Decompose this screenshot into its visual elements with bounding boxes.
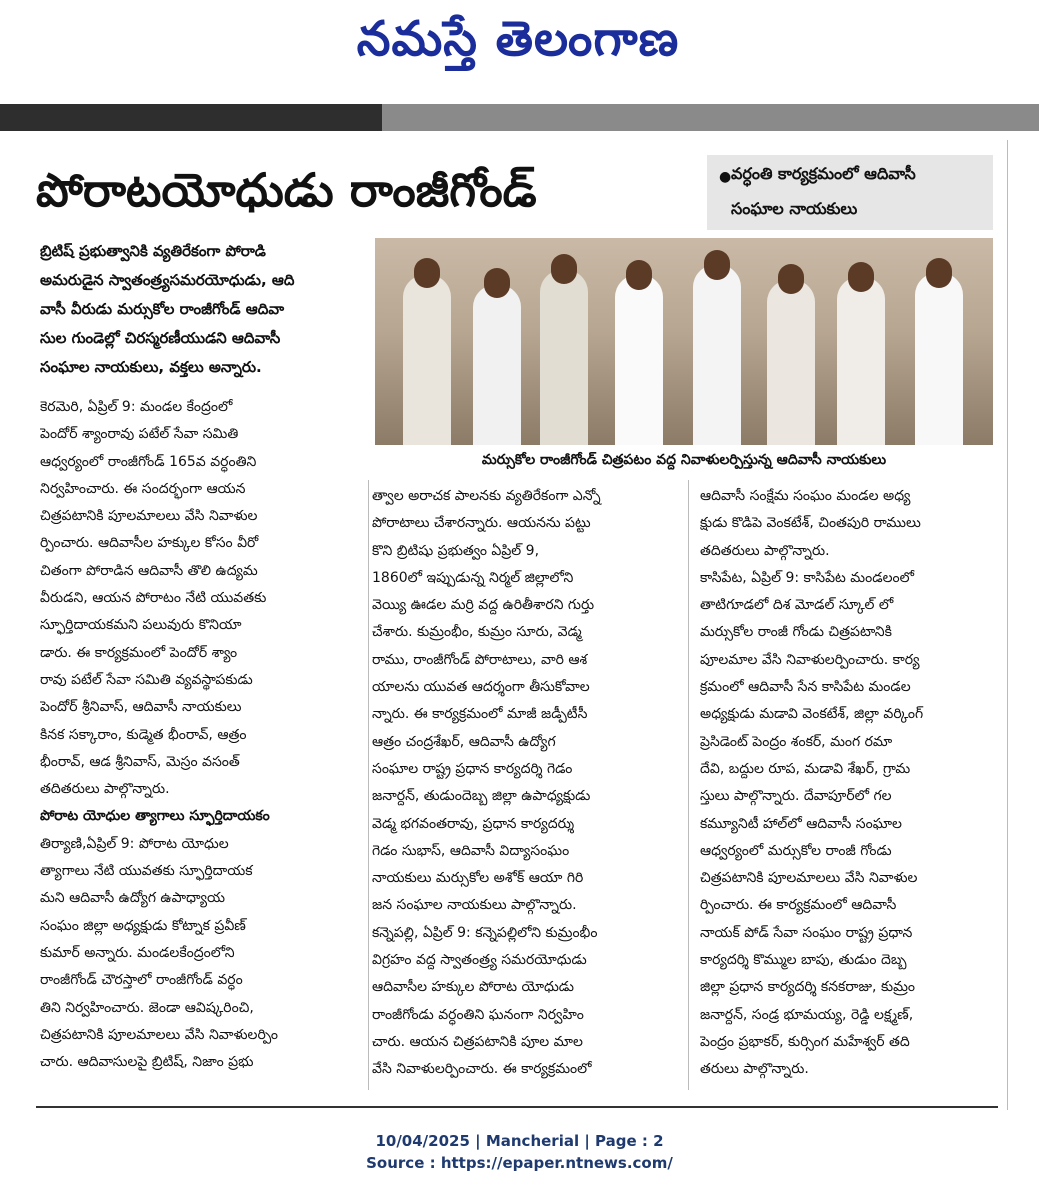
bullet-icon: ● — [719, 169, 732, 185]
body-line: కాసిపేట, ఏప్రిల్ 9: కాసిపేట మండలంలో — [700, 569, 914, 586]
body-line: విగ్రహం వద్ద స్వాతంత్ర్య సమరయోధుడు — [372, 952, 587, 969]
subhead-box — [707, 155, 993, 230]
body-line: వేసి నివాళులర్పించారు. ఈ కార్యక్రమంలో — [372, 1061, 592, 1078]
body-line: రాము, రాంజీగోండ్ పోరాటాలు, వారి ఆశ — [372, 651, 588, 668]
body-line: ఆధ్వర్యంలో మర్సుకోల రాంజీ గోండు — [700, 842, 892, 859]
body-line: గెడం సుభాస్, ఆదివాసీ విద్యాసంఘం — [372, 842, 570, 859]
photo-person — [915, 273, 963, 445]
column-divider — [368, 480, 369, 1090]
subhead-line-1: వర్ధంతి కార్యక్రమంలో ఆదివాసీ — [731, 164, 916, 183]
photo-caption: మర్సుకోల రాంజీగోండ్ చిత్రపటం వద్ద నివాళులర్పిస్తున్న ఆదివాసీ నాయకులు — [481, 452, 887, 468]
photo-person-head — [484, 268, 510, 298]
body-line: స్తులు పాల్గొన్నారు. దేవాపూర్‌లో గల — [700, 788, 892, 805]
photo-person-head — [926, 258, 952, 288]
photo-person-head — [626, 260, 652, 290]
photo-person — [615, 275, 663, 445]
body-line: కొని బ్రిటిషు ప్రభుత్వం ఏప్రిల్ 9, — [372, 542, 540, 559]
lead-line: అమరుడైన స్వాతంత్ర్యసమరయోధుడు, ఆది — [40, 271, 295, 289]
article-photo — [375, 238, 993, 445]
body-line: చారు. ఆదివాసులపై బ్రిటిష్, నిజాం ప్రభు — [40, 1054, 254, 1071]
body-line: అధ్యక్షుడు మడావి వెంకటేశ్, జిల్లా వర్కింగ్ — [700, 706, 924, 723]
body-line: భీంరావ్, ఆడ శ్రీనివాస్, మెస్రం వసంత్ — [40, 753, 240, 770]
footer-source-link[interactable]: Source : https://epaper.ntnews.com/ — [366, 1154, 673, 1172]
body-line: కినక సక్కారాం, కుడ్మెత భీంరావ్, ఆత్రం — [40, 726, 247, 743]
lead-line: సంఘాల నాయకులు, వక్తలు అన్నారు. — [40, 358, 262, 376]
lead-paragraph — [40, 237, 360, 382]
body-line: చిత్రపటానికి పూలమాలలు వేసి నివాళుల — [700, 870, 918, 887]
photo-person — [403, 275, 451, 445]
body-line: కార్యదర్శి కొమ్ముల బాపు, తుడుం దెబ్బ — [700, 952, 907, 969]
body-line: నాయక్ పోడ్ సేవా సంఘం రాష్ట్ర ప్రధాన — [700, 924, 913, 941]
body-line: నిర్వహించారు. ఈ సందర్భంగా ఆయన — [40, 480, 246, 497]
body-line: క్రమంలో ఆదివాసీ సేన కాసిపేట మండల — [700, 679, 911, 696]
body-line: ఆత్రం చంద్రశేఖర్, ఆదివాసీ ఉద్యోగ — [372, 733, 556, 750]
body-line: కన్నెపల్లి, ఏప్రిల్ 9: కన్నెపల్లిలోని కుమ్రంభీం — [372, 924, 598, 941]
body-line: ఆదివాసీ సంక్షేమ సంఘం మండల అధ్య — [700, 488, 911, 504]
body-line: ర్పించారు. ఆదివాసీల హక్కుల కోసం వీరో — [40, 535, 259, 552]
body-line: డారు. ఈ కార్యక్రమంలో పెందోర్ శ్యాం — [40, 644, 238, 661]
photo-person-head — [551, 254, 577, 284]
body-line: క్షుడు కొడిపె వెంకటేశ్, చింతపురి రాములు — [700, 515, 921, 532]
body-line: రాంజీగోండ్ చౌరస్తాలో రాంజీగోండ్ వర్ధం — [40, 972, 243, 989]
section-subheading: పోరాట యోధుల త్యాగాలు స్ఫూర్తిదాయకం — [40, 808, 270, 825]
body-line: చిత్రపటానికి పూలమాలలు వేసి నివాళుల — [40, 508, 258, 525]
photo-person-head — [848, 262, 874, 292]
masthead — [0, 0, 1039, 100]
body-line: జిల్లా ప్రధాన కార్యదర్శి కనకరాజు, కుమ్రం — [700, 979, 916, 996]
body-line: మని ఆదివాసీ ఉద్యోగ ఉపాధ్యాయ — [40, 890, 226, 907]
column-1 — [40, 394, 360, 1076]
photo-person — [837, 277, 885, 445]
body-line: ఆదివాసీల హక్కుల పోరాట యోధుడు — [372, 979, 574, 996]
body-line: తాటిగూడలో దిశ మోడల్ స్కూల్ లో — [700, 597, 894, 614]
body-line: చితంగా పోరాడిన ఆదివాసీ తొలి ఉద్యమ — [40, 562, 258, 579]
body-line: పెందోర్ శ్రీనివాస్, ఆదివాసీ నాయకులు — [40, 699, 242, 716]
body-line: నాయకులు మర్సుకోల అశోక్ ఆయా గిరి — [372, 870, 584, 887]
body-line: తరులు పాల్గొన్నారు. — [700, 1061, 809, 1078]
body-line: తదితరులు పాల్గొన్నారు. — [40, 781, 170, 798]
body-line: పెందోర్ శ్యాంరావు పటేల్ సేవా సమితి — [40, 426, 239, 443]
body-line: సంఘం జిల్లా అధ్యక్షుడు కోట్నాక ప్రవీణ్ — [40, 917, 246, 934]
footer-date-edition: 10/04/2025 | Mancherial | Page : 2 — [375, 1132, 664, 1150]
column-3 — [700, 483, 1000, 1084]
body-line: త్వాల అరాచక పాలనకు వ్యతిరేకంగా ఎన్నో — [372, 488, 601, 504]
body-line: కెరమెరి, ఏప్రిల్ 9: మండల కేంద్రంలో — [40, 399, 233, 415]
lead-line: బ్రిటిష్ ప్రభుత్వానికి వ్యతిరేకంగా పోరాడి — [40, 242, 266, 260]
article-headline: పోరాటయోధుడు రాంజీగోండ్ — [36, 163, 537, 217]
photo-person — [473, 285, 521, 445]
photo-person — [540, 270, 588, 445]
body-line: తిని నిర్వహించారు. జెండా ఆవిష్కరించి, — [40, 999, 254, 1016]
body-line: జనార్దన్, తుడుందెబ్బ జిల్లా ఉపాధ్యక్షుడు — [372, 788, 591, 805]
subhead-line-2: సంఘాల నాయకులు — [731, 199, 858, 218]
body-line: జన సంఘాల నాయకులు పాల్గొన్నారు. — [372, 897, 577, 914]
body-line: రాంజీగోండు వర్ధంతిని ఘనంగా నిర్వహిం — [372, 1006, 584, 1023]
body-line: కుమార్ అన్నారు. మండలకేంద్రంలోని — [40, 944, 235, 961]
body-line: త్యాగాలు నేటి యువతకు స్ఫూర్తిదాయక — [40, 863, 253, 880]
body-line: జనార్దన్, సండ్ర భూమయ్య, రెడ్డి లక్ష్మణ్, — [700, 1006, 914, 1023]
photo-person-head — [778, 264, 804, 294]
body-line: వెయ్యి ఊడల మర్రి వద్ద ఉరితీశారని గుర్తు — [372, 597, 595, 614]
body-line: తిర్యాణి,ఏప్రిల్ 9: పోరాట యోధుల — [40, 835, 229, 852]
body-line: దేవి, బద్దుల రూప, మడావి శేఖర్, గ్రామ — [700, 760, 911, 777]
photo-person — [693, 265, 741, 445]
body-line: ర్పించారు. ఈ కార్యక్రమంలో ఆదివాసీ — [700, 897, 897, 914]
body-line: చిత్రపటానికి పూలమాలలు వేసి నివాళులర్పిం — [40, 1026, 278, 1043]
body-line: మర్సుకోల రాంజీ గోండు చిత్రపటానికి — [700, 624, 892, 641]
body-line: వెడ్మ భగవంతరావు, ప్రధాన కార్యదర్శు — [372, 815, 575, 832]
body-line: సంఘాల రాష్ట్ర ప్రధాన కార్యదర్శి గెడం — [372, 760, 573, 777]
footer — [0, 1130, 1039, 1174]
column-divider — [1007, 140, 1008, 1110]
body-line: పెంద్రం ప్రభాకర్, కుర్సింగ మహేశ్వర్ తది — [700, 1033, 910, 1050]
column-2 — [372, 483, 680, 1084]
bottom-rule — [36, 1106, 998, 1108]
column-divider — [688, 480, 689, 1090]
header-band-grey — [382, 104, 1039, 131]
body-line: ప్రెసిడెంట్ పెంద్రం శంకర్, మంగ రమా — [700, 733, 893, 750]
body-line: రావు పటేల్ సేవా సమితి వ్యవస్థాపకుడు — [40, 671, 253, 688]
lead-line: వాసీ వీరుడు మర్సుకోల రాంజీగోండ్ ఆదివా — [40, 300, 285, 318]
newspaper-logo: నమస్తే తెలంగాణ — [356, 11, 680, 67]
body-line: తదితరులు పాల్గొన్నారు. — [700, 542, 830, 559]
body-line: స్ఫూర్తిదాయకమని పలువురు కొనియా — [40, 617, 242, 634]
body-line: చారు. ఆయన చిత్రపటానికి పూల మాల — [372, 1033, 583, 1050]
body-line: వీరుడని, ఆయన పోరాటం నేటి యువతకు — [40, 590, 267, 607]
photo-person — [767, 280, 815, 445]
body-line: న్నారు. ఈ కార్యక్రమంలో మాజీ జడ్పీటీసీ — [372, 706, 588, 723]
body-line: ఆధ్వర్యంలో రాంజీగోండ్ 165వ వర్ధంతిని — [40, 453, 257, 470]
header-band-dark — [0, 104, 382, 131]
body-line: యాలను యువత ఆదర్శంగా తీసుకోవాల — [372, 679, 590, 696]
body-line: పూలమాల వేసి నివాళులర్పించారు. కార్య — [700, 651, 920, 668]
body-line: పోరాటాలు చేశారన్నారు. ఆయనను పట్టు — [372, 515, 591, 532]
body-line: చేశారు. కుమ్రంభీం, కుమ్రం సూరు, వెడ్మ — [372, 624, 582, 641]
lead-line: సుల గుండెల్లో చిరస్మరణీయుడని ఆదివాసీ — [40, 329, 281, 347]
body-line: 1860లో ఇప్పుడున్న నిర్మల్ జిల్లాలోని — [372, 569, 574, 586]
photo-person-head — [704, 250, 730, 280]
photo-person-head — [414, 258, 440, 288]
body-line: కమ్యూనిటీ హాల్‌లో ఆదివాసీ సంఘాల — [700, 815, 902, 832]
